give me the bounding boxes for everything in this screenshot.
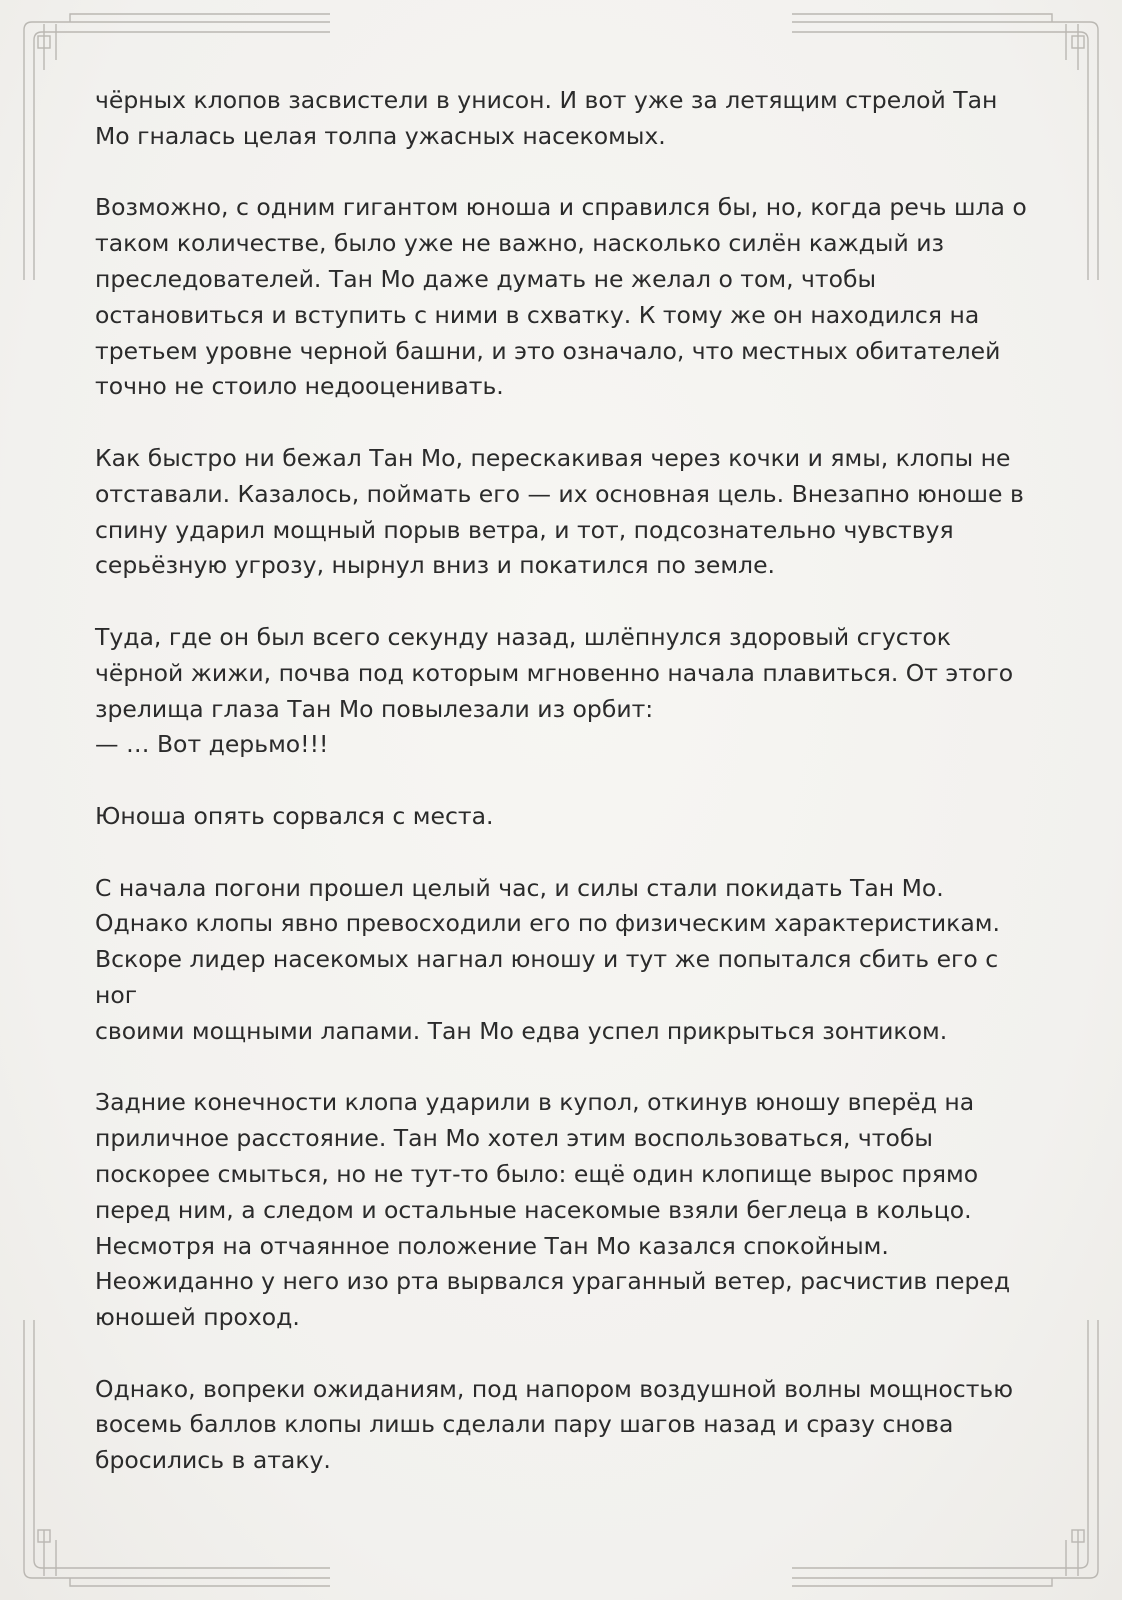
paragraph: Однако, вопреки ожиданиям, под напором воздушной волны мощностью восемь баллов клопы лишь сделали пару шагов назад и сразу снова бросились в атаку. [95,1374,1014,1475]
document-body [95,83,1030,1515]
paragraph: Юноша опять сорвался с места. [95,801,494,830]
paragraph: Туда, где он был всего секунду назад, шлёпнулся здоровый сгусток чёрной жижи, почва под которым мгновенно начала плавиться. От этого зрелища глаза Тан Мо повылезали из орбит: — … Вот дерьмо!!! [95,622,1014,759]
paragraph: Задние конечности клопа ударили в купол, откинув юношу вперёд на приличное расстояние. Тан Мо хотел этим воспользоваться, чтобы поскорее смыться, но не тут-то было: ещё один клопище вырос прямо перед ним, а следом и остальные насекомые взяли беглеца в кольцо. Несмотря на отчаянное положение Тан Мо казался спокойным. Неожиданно у него изо рта вырвался ураганный ветер, расчистив перед юношей проход. [95,1088,1011,1332]
paragraph: С начала погони прошел целый час, и силы стали покидать Тан Мо. Однако клопы явно превосходили его по физическим характеристикам. Вскоре лидер насекомых нагнал юношу и тут же попытался сбить его с ног своими мощными лапами. Тан Мо едва успел прикрыться зонтиком. [95,873,1000,1045]
paragraph: Как быстро ни бежал Тан Мо, перескакивая через кочки и ямы, клопы не отставали. Казалось, поймать его — их основная цель. Внезапно юноше в спину ударил мощный порыв ветра, и тот, подсознательно чувствуя серьёзную угрозу, нырнул вниз и покатился по земле. [95,443,1024,580]
paragraph: чёрных клопов засвистели в унисон. И вот уже за летящим стрелой Тан Мо гналась целая толпа ужасных насекомых. [95,86,998,150]
paragraph: Возможно, с одним гигантом юноша и справился бы, но, когда речь шла о таком количестве, было уже не важно, насколько силён каждый из преследователей. Тан Мо даже думать не желал о том, чтобы остановиться и вступить с ними в схватку. К тому же он находился на третьем уровне черной башни, и это означало, что местных обитателей точно не стоило недооценивать. [95,193,1027,401]
